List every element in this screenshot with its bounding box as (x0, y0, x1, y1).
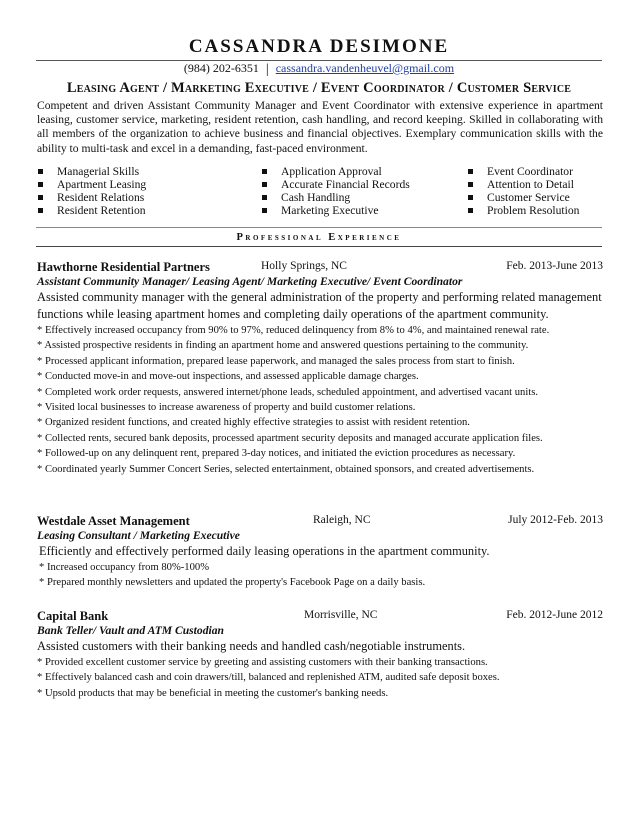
job-bullet: * Conducted move-in and move-out inspections, and assessed applicable damage charges. (37, 371, 419, 383)
job-bullets (37, 655, 603, 701)
job-title: Leasing Consultant / Marketing Executive (37, 529, 240, 542)
job-bullet: * Completed work order requests, answered internet/phone leads, scheduled appointment, and advertised vacant units. (37, 386, 538, 398)
job-header (37, 260, 603, 275)
job-entry (37, 260, 603, 477)
skill-item: Attention to Detail (467, 178, 579, 191)
job-location: Morrisville, NC (304, 609, 378, 621)
job-bullet: * Upsold products that may be beneficial in meeting the customer's banking needs. (37, 687, 389, 699)
company-name: Hawthorne Residential Partners (37, 260, 210, 274)
job-bullet: * Organized resident functions, and created highly effective strategies to assist with resident retention. (37, 417, 470, 429)
job-bullet: * Increased occupancy from 80%-100% (39, 562, 210, 573)
job-bullet: * Processed applicant information, prepared lease paperwork, and managed the sales process from start to finish. (37, 355, 515, 367)
skills-column-2 (261, 165, 467, 217)
skills-column-3 (467, 165, 579, 217)
skill-item: Event Coordinator (467, 165, 579, 178)
job-bullet: * Followed-up on any delinquent rent, prepared 3-day notices, and initiated the eviction procedures as necessary. (37, 448, 516, 460)
job-header (37, 609, 603, 624)
section-divider-bottom (36, 246, 602, 247)
skills-list (37, 165, 603, 217)
job-description: Assisted customers with their banking needs and handled cash/negotiable instruments. (37, 639, 466, 653)
job-title: Bank Teller/ Vault and ATM Custodian (37, 624, 224, 637)
job-bullet: * Coordinated yearly Summer Concert Series, selected entertainment, obtained sponsors, and created advertisements. (37, 463, 535, 475)
job-description: Assisted community manager with the general administration of the property and performing related management functions while leasing apartment homes and completing daily operations of the apartment community. (37, 290, 602, 321)
skills-column-1 (37, 165, 261, 217)
skill-item: Apartment Leasing (37, 178, 261, 191)
skill-item: Customer Service (467, 191, 579, 204)
skill-item: Accurate Financial Records (261, 178, 467, 191)
skill-item: Problem Resolution (467, 204, 579, 217)
candidate-name: CASSANDRA DESIMONE (188, 36, 450, 57)
skill-item: Marketing Executive (261, 204, 467, 217)
contact-separator: | (265, 62, 269, 77)
job-location: Raleigh, NC (313, 514, 371, 526)
phone-number: (984) 202-6351 (183, 61, 259, 75)
skill-item: Managerial Skills (37, 165, 261, 178)
job-bullet: * Effectively increased occupancy from 90% to 97%, reduced delinquency from 8% to 4%, and maintained renewal rate. (37, 325, 550, 336)
job-bullet: * Prepared monthly newsletters and updated the property's Facebook Page on a daily basis. (39, 577, 426, 589)
contact-line (0, 61, 638, 78)
job-bullet: * Effectively balanced cash and coin drawers/till, balanced and replenished ATM, audited safe deposit boxes. (37, 672, 500, 684)
job-entry (37, 514, 603, 591)
skill-item: Resident Relations (37, 191, 261, 204)
section-title-experience: Professional Experience (236, 232, 402, 243)
company-name: Capital Bank (37, 609, 109, 623)
job-dates: Feb. 2012-June 2012 (506, 609, 603, 621)
skill-item: Resident Retention (37, 204, 261, 217)
email-link[interactable]: cassandra.vandenheuvel@gmail.com (275, 61, 455, 75)
job-dates: July 2012-Feb. 2013 (508, 514, 603, 526)
company-name: Westdale Asset Management (37, 514, 190, 528)
summary-paragraph: Competent and driven Assistant Community Manager and Event Coordinator with extensive experience in apartment leasing, customer service, marketing, resident retention, cash handling, and record keeping. Skilled in collaborating with all members of the organization to achieve business and financial objectives. Exemplary communication skills with the ability to multi-task and excel in a demanding, fast-paced environment. (37, 99, 603, 155)
job-header (37, 514, 603, 529)
section-divider-top (36, 227, 602, 228)
job-bullets (37, 560, 603, 591)
job-bullet: * Collected rents, secured bank deposits, processed apartment security deposits and managed accurate application files. (37, 432, 543, 444)
skill-item: Application Approval (261, 165, 467, 178)
job-bullet: * Visited local businesses to increase awareness of property and build customer relations. (37, 402, 416, 414)
job-dates: Feb. 2013-June 2013 (506, 260, 603, 272)
job-location: Holly Springs, NC (261, 260, 347, 272)
job-bullets (37, 323, 603, 477)
job-description: Efficiently and effectively performed daily leasing operations in the apartment community. (39, 544, 490, 558)
headline: Leasing Agent / Marketing Executive / Event Coordinator / Customer Service (66, 80, 572, 96)
job-entry (37, 609, 603, 701)
job-title: Assistant Community Manager/ Leasing Agent/ Marketing Executive/ Event Coordinator (37, 275, 463, 288)
job-bullet: * Provided excellent customer service by greeting and assisting customers with their banking transactions. (37, 657, 488, 668)
skill-item: Cash Handling (261, 191, 467, 204)
job-bullet: * Assisted prospective residents in finding an apartment home and answered questions pertaining to the community. (37, 340, 529, 352)
